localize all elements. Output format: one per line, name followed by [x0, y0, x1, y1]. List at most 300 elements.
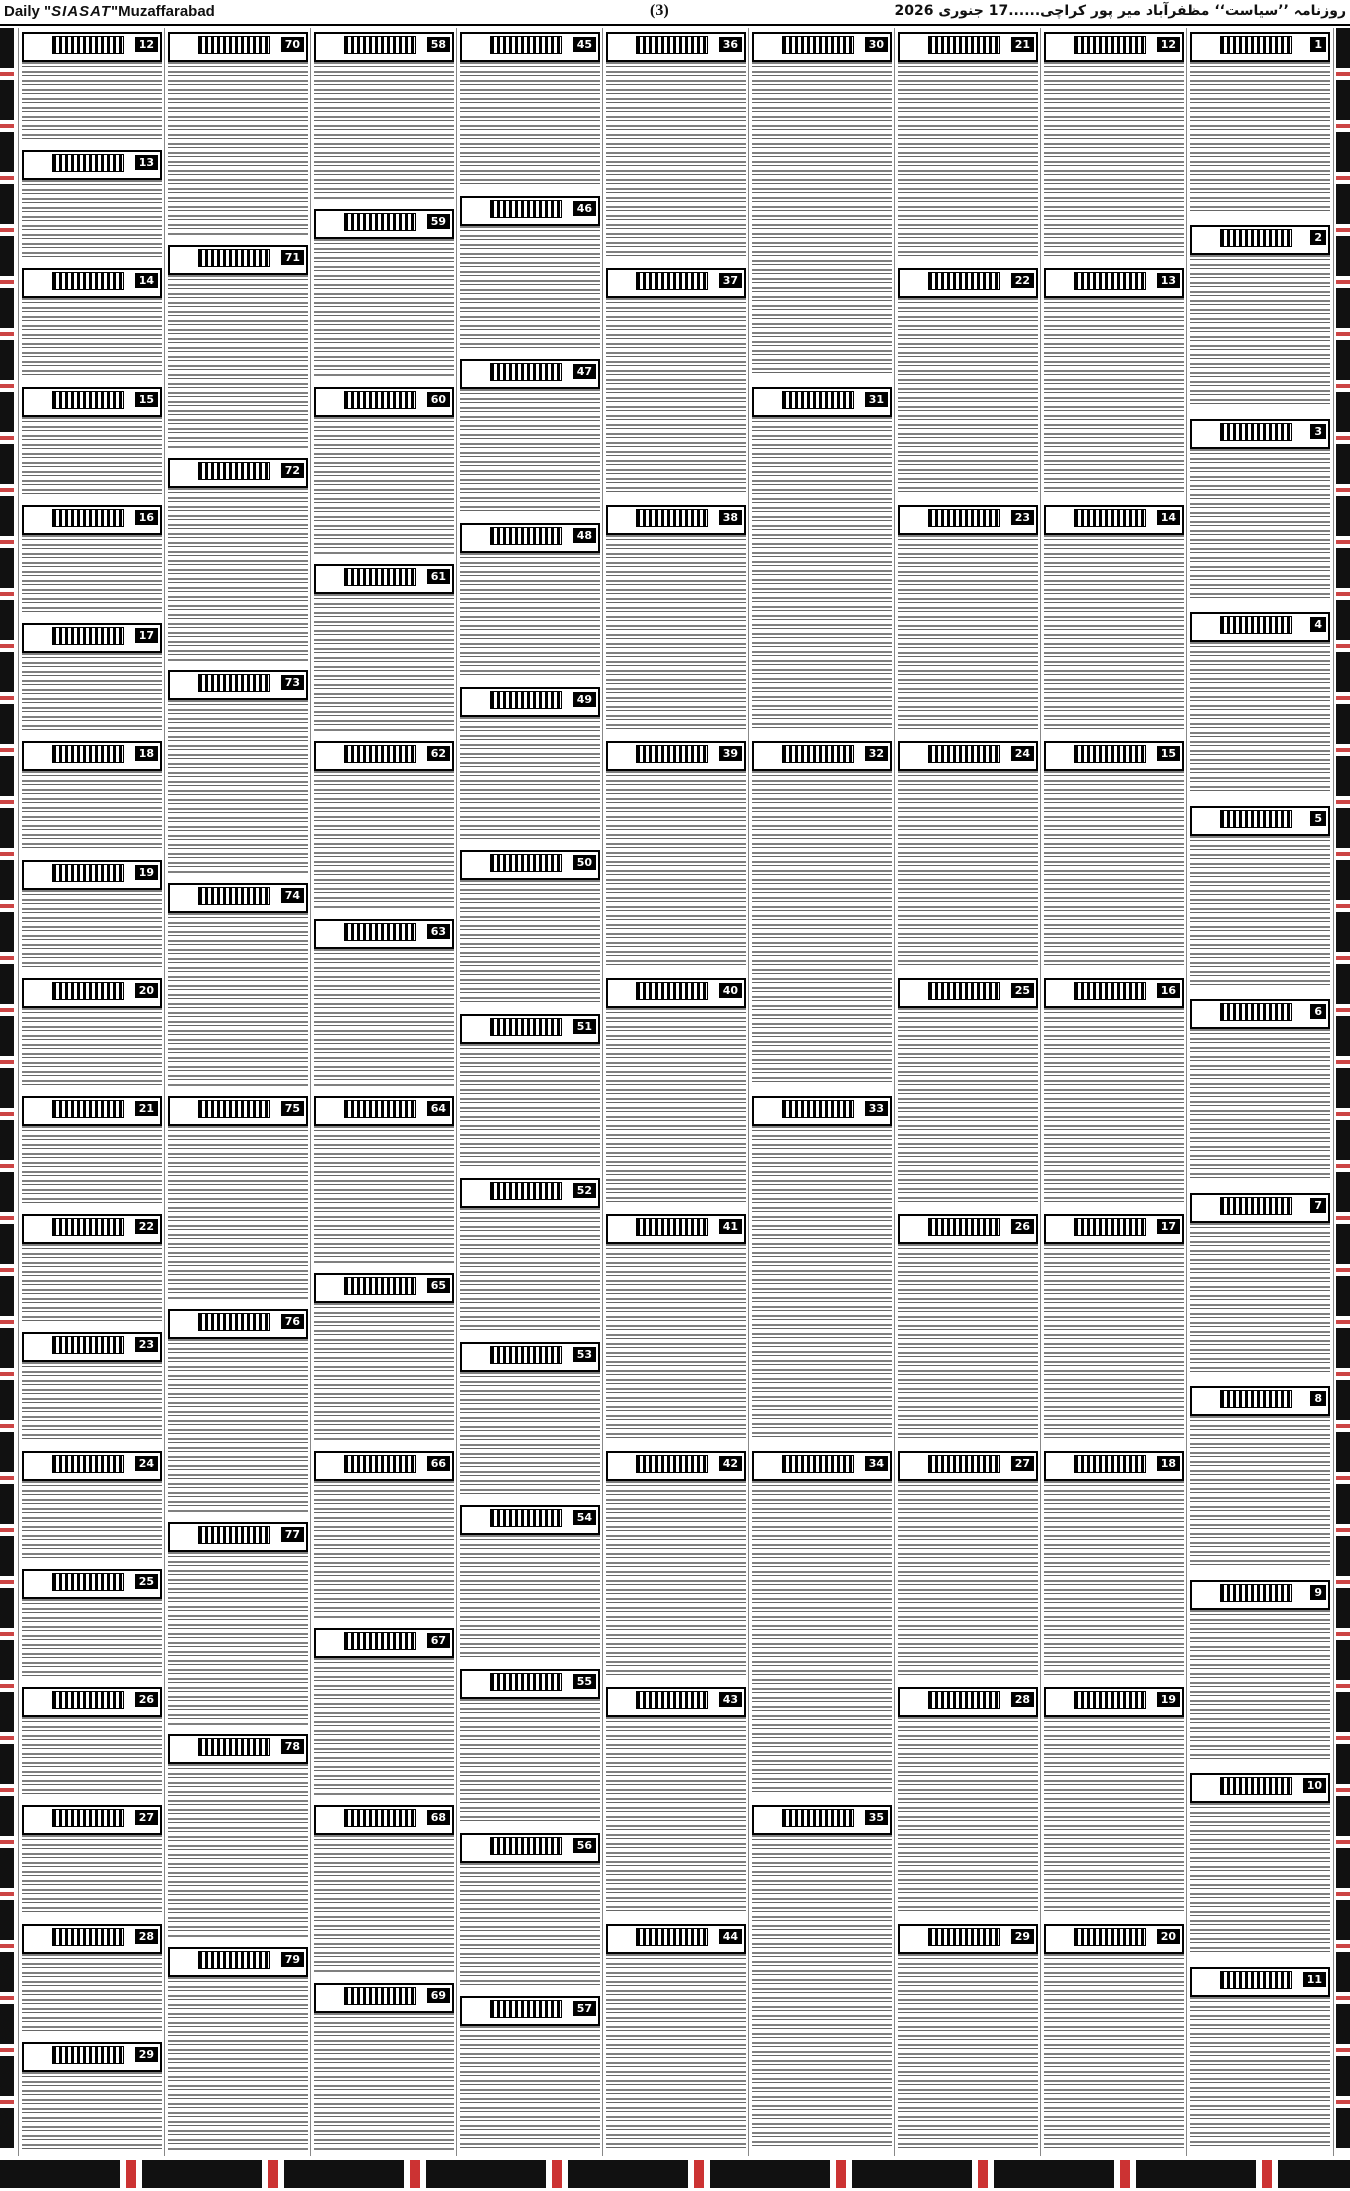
ad-number: 31 — [865, 392, 888, 407]
siasat-logo-icon — [52, 1809, 124, 1827]
siasat-logo-icon — [928, 1218, 1000, 1236]
ad-text-block — [314, 417, 454, 554]
ad-number: 61 — [427, 569, 450, 584]
ad-number: 19 — [1157, 1692, 1180, 1707]
ad-text-block — [1190, 1997, 1330, 2150]
siasat-logo-icon — [490, 854, 562, 872]
siasat-logo-icon — [52, 864, 124, 882]
siasat-logo-icon — [490, 1182, 562, 1200]
ad-header — [168, 32, 308, 62]
siasat-logo-icon — [1074, 745, 1146, 763]
ad-number: 49 — [573, 692, 596, 707]
ad-header — [752, 741, 892, 771]
ad-text-block — [22, 1599, 162, 1677]
ad-text-block — [898, 1008, 1038, 1204]
ad-text-block — [606, 298, 746, 494]
ad-text-block — [752, 1835, 892, 2150]
siasat-logo-icon — [490, 1509, 562, 1527]
ad-text-block — [314, 1303, 454, 1440]
siasat-logo-icon — [490, 1837, 562, 1855]
ad-number: 21 — [1011, 37, 1034, 52]
ad-number: 17 — [135, 628, 158, 643]
ad-number: 6 — [1310, 1004, 1326, 1019]
siasat-logo-icon — [52, 391, 124, 409]
ad-text-block — [1044, 62, 1184, 258]
ad-header — [606, 1214, 746, 1244]
ad-number: 42 — [719, 1456, 742, 1471]
ad-number: 51 — [573, 1019, 596, 1034]
siasat-logo-icon — [1074, 1691, 1146, 1709]
ad-number: 38 — [719, 510, 742, 525]
ad-number: 17 — [1157, 1219, 1180, 1234]
ad-number: 11 — [1303, 1972, 1326, 1987]
ad-header — [752, 1096, 892, 1126]
siasat-logo-icon — [344, 923, 416, 941]
ad-number: 21 — [135, 1101, 158, 1116]
ad-number: 39 — [719, 746, 742, 761]
ad-header — [1044, 1687, 1184, 1717]
ad-header — [752, 32, 892, 62]
ad-header — [1044, 1451, 1184, 1481]
column-1 — [18, 28, 165, 2156]
siasat-logo-icon — [1074, 982, 1146, 1000]
ad-header — [606, 741, 746, 771]
ad-number: 23 — [135, 1337, 158, 1352]
siasat-logo-icon — [1220, 1197, 1292, 1215]
ad-text-block — [460, 2026, 600, 2150]
siasat-logo-icon — [928, 509, 1000, 527]
ad-number: 29 — [135, 2047, 158, 2062]
ad-number: 50 — [573, 855, 596, 870]
bottom-border-strip — [0, 2160, 1350, 2188]
ad-text-block — [314, 62, 454, 199]
siasat-logo-icon — [782, 1809, 854, 1827]
ad-number: 65 — [427, 1278, 450, 1293]
ad-number: 45 — [573, 37, 596, 52]
ad-header — [460, 32, 600, 62]
ad-header — [22, 1096, 162, 1126]
ad-text-block — [22, 890, 162, 968]
ad-text-block — [168, 1977, 308, 2150]
ad-number: 12 — [1157, 37, 1180, 52]
ad-number: 55 — [573, 1674, 596, 1689]
ad-number: 8 — [1310, 1391, 1326, 1406]
siasat-logo-icon — [636, 36, 708, 54]
column-3 — [310, 28, 457, 2156]
ad-text-block — [752, 62, 892, 377]
siasat-logo-icon — [52, 154, 124, 172]
ad-text-block — [898, 62, 1038, 258]
ad-number: 67 — [427, 1633, 450, 1648]
page-number: (3) — [650, 2, 669, 19]
ad-text-block — [752, 1481, 892, 1796]
siasat-logo-icon — [52, 36, 124, 54]
siasat-logo-icon — [198, 887, 270, 905]
ad-header — [22, 1924, 162, 1954]
ad-number: 58 — [427, 37, 450, 52]
masthead — [0, 0, 1350, 26]
ad-header — [460, 1342, 600, 1372]
ad-text-block — [22, 1362, 162, 1440]
ad-number: 15 — [135, 392, 158, 407]
ad-number: 14 — [1157, 510, 1180, 525]
siasat-logo-icon — [928, 1691, 1000, 1709]
siasat-logo-icon — [52, 1336, 124, 1354]
ad-text-block — [606, 62, 746, 258]
siasat-logo-icon — [928, 1928, 1000, 1946]
ad-header — [1044, 505, 1184, 535]
siasat-logo-icon — [636, 272, 708, 290]
ad-header — [606, 268, 746, 298]
siasat-logo-icon — [1220, 36, 1292, 54]
ad-number: 70 — [281, 37, 304, 52]
ad-text-block — [168, 1339, 308, 1512]
ad-header — [460, 1833, 600, 1863]
ad-header — [1190, 1773, 1330, 1803]
ad-number: 24 — [1011, 746, 1034, 761]
siasat-logo-icon — [1220, 1777, 1292, 1795]
newspaper-columns — [18, 28, 1332, 2156]
siasat-logo-icon — [636, 1455, 708, 1473]
ad-number: 41 — [719, 1219, 742, 1234]
ad-text-block — [898, 1244, 1038, 1440]
ad-header — [168, 670, 308, 700]
siasat-logo-icon — [198, 1738, 270, 1756]
ad-number: 13 — [1157, 273, 1180, 288]
siasat-logo-icon — [490, 1673, 562, 1691]
ad-text-block — [314, 1835, 454, 1972]
ad-text-block — [168, 1764, 308, 1937]
masthead-prefix: Daily " — [4, 3, 52, 20]
ad-number: 3 — [1310, 424, 1326, 439]
siasat-logo-icon — [52, 2046, 124, 2064]
ad-header — [22, 1805, 162, 1835]
ad-text-block — [168, 1126, 308, 1299]
siasat-logo-icon — [1074, 1218, 1146, 1236]
left-border-strip — [0, 28, 14, 2152]
ad-text-block — [752, 771, 892, 1086]
ad-number: 28 — [135, 1929, 158, 1944]
ad-number: 57 — [573, 2001, 596, 2016]
ad-header — [22, 1214, 162, 1244]
siasat-logo-icon — [928, 272, 1000, 290]
siasat-logo-icon — [344, 1632, 416, 1650]
siasat-logo-icon — [344, 391, 416, 409]
siasat-logo-icon — [1220, 616, 1292, 634]
siasat-logo-icon — [1074, 509, 1146, 527]
ad-header — [1044, 741, 1184, 771]
siasat-logo-icon — [490, 200, 562, 218]
ad-header — [22, 1687, 162, 1717]
column-7 — [894, 28, 1041, 2156]
ad-text-block — [1044, 1717, 1184, 1913]
ad-header — [22, 2042, 162, 2072]
ad-header — [1044, 1214, 1184, 1244]
ad-header — [898, 1687, 1038, 1717]
ad-number: 66 — [427, 1456, 450, 1471]
ad-number: 27 — [1011, 1456, 1034, 1471]
ad-number: 62 — [427, 746, 450, 761]
ad-text-block — [314, 239, 454, 376]
siasat-logo-icon — [490, 527, 562, 545]
siasat-logo-icon — [344, 745, 416, 763]
siasat-logo-icon — [344, 36, 416, 54]
ad-number: 69 — [427, 1988, 450, 2003]
ad-header — [752, 387, 892, 417]
ad-text-block — [606, 1008, 746, 1204]
siasat-logo-icon — [344, 1277, 416, 1295]
ad-header — [314, 1628, 454, 1658]
ad-text-block — [898, 298, 1038, 494]
siasat-logo-icon — [52, 1691, 124, 1709]
ad-text-block — [314, 1658, 454, 1795]
ad-text-block — [314, 949, 454, 1086]
ad-header — [606, 978, 746, 1008]
ad-text-block — [1190, 1610, 1330, 1763]
ad-header — [460, 1014, 600, 1044]
siasat-logo-icon — [636, 1928, 708, 1946]
ad-text-block — [1044, 535, 1184, 731]
ad-text-block — [22, 298, 162, 376]
ad-number: 18 — [1157, 1456, 1180, 1471]
ad-text-block — [1190, 642, 1330, 795]
ad-text-block — [460, 1535, 600, 1659]
siasat-logo-icon — [782, 1455, 854, 1473]
siasat-logo-icon — [344, 1455, 416, 1473]
ad-text-block — [168, 275, 308, 448]
ad-header — [314, 1805, 454, 1835]
siasat-logo-icon — [636, 745, 708, 763]
siasat-logo-icon — [636, 982, 708, 1000]
siasat-logo-icon — [344, 213, 416, 231]
ad-number: 47 — [573, 364, 596, 379]
ad-text-block — [1190, 836, 1330, 989]
ad-text-block — [460, 1208, 600, 1332]
siasat-logo-icon — [490, 1018, 562, 1036]
siasat-logo-icon — [1074, 36, 1146, 54]
ad-header — [606, 1924, 746, 1954]
ad-text-block — [22, 1954, 162, 2032]
siasat-logo-icon — [928, 1455, 1000, 1473]
ad-header — [1190, 1580, 1330, 1610]
ad-header — [314, 1983, 454, 2013]
siasat-logo-icon — [198, 674, 270, 692]
siasat-logo-icon — [52, 1218, 124, 1236]
ad-text-block — [22, 2072, 162, 2150]
ad-header — [168, 1947, 308, 1977]
siasat-logo-icon — [490, 36, 562, 54]
ad-text-block — [460, 1863, 600, 1987]
ad-number: 54 — [573, 1510, 596, 1525]
ad-number: 14 — [135, 273, 158, 288]
ad-header — [314, 1096, 454, 1126]
ad-number: 48 — [573, 528, 596, 543]
ad-number: 7 — [1310, 1198, 1326, 1213]
ad-text-block — [1190, 62, 1330, 215]
ad-text-block — [460, 226, 600, 350]
ad-number: 46 — [573, 201, 596, 216]
ad-text-block — [898, 535, 1038, 731]
ad-header — [606, 1687, 746, 1717]
ad-header — [898, 32, 1038, 62]
ad-header — [1044, 1924, 1184, 1954]
ad-header — [1190, 32, 1330, 62]
siasat-logo-icon — [52, 1928, 124, 1946]
ad-header — [1190, 225, 1330, 255]
siasat-logo-icon — [198, 462, 270, 480]
ad-number: 53 — [573, 1347, 596, 1362]
ad-header — [898, 268, 1038, 298]
ad-text-block — [22, 1008, 162, 1086]
ad-number: 5 — [1310, 811, 1326, 826]
ad-number: 19 — [135, 865, 158, 880]
siasat-logo-icon — [636, 1691, 708, 1709]
ad-text-block — [168, 62, 308, 235]
ad-header — [314, 741, 454, 771]
ad-header — [1190, 1967, 1330, 1997]
ad-number: 78 — [281, 1739, 304, 1754]
ad-header — [22, 268, 162, 298]
ad-header — [606, 505, 746, 535]
siasat-logo-icon — [198, 1526, 270, 1544]
ad-number: 24 — [135, 1456, 158, 1471]
ad-number: 20 — [1157, 1929, 1180, 1944]
column-8 — [1040, 28, 1187, 2156]
ad-number: 36 — [719, 37, 742, 52]
ad-header — [898, 1924, 1038, 1954]
ad-number: 16 — [135, 510, 158, 525]
siasat-logo-icon — [782, 36, 854, 54]
ad-text-block — [460, 1372, 600, 1496]
ad-text-block — [22, 417, 162, 495]
siasat-logo-icon — [782, 1100, 854, 1118]
ad-number: 77 — [281, 1527, 304, 1542]
siasat-logo-icon — [198, 1951, 270, 1969]
ad-header — [898, 505, 1038, 535]
siasat-logo-icon — [344, 1100, 416, 1118]
ad-text-block — [460, 1699, 600, 1823]
ad-number: 4 — [1310, 617, 1326, 632]
ad-number: 18 — [135, 746, 158, 761]
ad-number: 73 — [281, 675, 304, 690]
siasat-logo-icon — [928, 36, 1000, 54]
ad-header — [168, 1734, 308, 1764]
ad-number: 13 — [135, 155, 158, 170]
ad-text-block — [22, 1126, 162, 1204]
ad-text-block — [898, 771, 1038, 967]
siasat-logo-icon — [1074, 272, 1146, 290]
ad-text-block — [314, 771, 454, 908]
ad-number: 2 — [1310, 230, 1326, 245]
ad-number: 28 — [1011, 1692, 1034, 1707]
ad-header — [460, 196, 600, 226]
ad-text-block — [22, 1717, 162, 1795]
siasat-logo-icon — [1220, 810, 1292, 828]
ad-text-block — [168, 913, 308, 1086]
ad-header — [460, 523, 600, 553]
ad-header — [752, 1805, 892, 1835]
ad-number: 25 — [1011, 983, 1034, 998]
ad-text-block — [898, 1481, 1038, 1677]
ad-header — [460, 1505, 600, 1535]
siasat-logo-icon — [1220, 423, 1292, 441]
ad-header — [1190, 612, 1330, 642]
ad-text-block — [460, 553, 600, 677]
ad-number: 60 — [427, 392, 450, 407]
ad-text-block — [22, 1481, 162, 1559]
siasat-logo-icon — [928, 982, 1000, 1000]
ad-number: 12 — [135, 37, 158, 52]
ad-header — [168, 1522, 308, 1552]
siasat-logo-icon — [198, 36, 270, 54]
ad-header — [168, 1309, 308, 1339]
ad-header — [22, 623, 162, 653]
ad-text-block — [22, 535, 162, 613]
ad-text-block — [22, 1835, 162, 1913]
siasat-logo-icon — [52, 627, 124, 645]
ad-number: 68 — [427, 1810, 450, 1825]
siasat-logo-icon — [1220, 1390, 1292, 1408]
ad-text-block — [22, 180, 162, 258]
ad-text-block — [1044, 298, 1184, 494]
siasat-logo-icon — [198, 1313, 270, 1331]
ad-header — [314, 564, 454, 594]
ad-number: 1 — [1310, 37, 1326, 52]
ad-header — [22, 1451, 162, 1481]
ad-number: 34 — [865, 1456, 888, 1471]
ad-header — [22, 32, 162, 62]
ad-number: 37 — [719, 273, 742, 288]
ad-number: 22 — [1011, 273, 1034, 288]
siasat-logo-icon — [52, 1455, 124, 1473]
ad-number: 16 — [1157, 983, 1180, 998]
ad-text-block — [460, 62, 600, 186]
siasat-logo-icon — [198, 249, 270, 267]
siasat-logo-icon — [782, 745, 854, 763]
ad-number: 25 — [135, 1574, 158, 1589]
ad-header — [460, 1669, 600, 1699]
siasat-logo-icon — [52, 1100, 124, 1118]
ad-header — [460, 359, 600, 389]
siasat-logo-icon — [1220, 1584, 1292, 1602]
ad-header — [1044, 978, 1184, 1008]
ad-text-block — [752, 1126, 892, 1441]
ad-number: 26 — [1011, 1219, 1034, 1234]
siasat-logo-icon — [490, 2000, 562, 2018]
ad-number: 35 — [865, 1810, 888, 1825]
ad-text-block — [22, 1244, 162, 1322]
ad-text-block — [314, 2013, 454, 2150]
ad-header — [752, 1451, 892, 1481]
siasat-logo-icon — [490, 691, 562, 709]
ad-number: 64 — [427, 1101, 450, 1116]
ad-header — [22, 1569, 162, 1599]
ad-text-block — [606, 535, 746, 731]
ad-header — [898, 1214, 1038, 1244]
ad-header — [314, 387, 454, 417]
ad-header — [22, 387, 162, 417]
ad-header — [1190, 806, 1330, 836]
ad-text-block — [22, 62, 162, 140]
ad-text-block — [1044, 771, 1184, 967]
ad-header — [314, 32, 454, 62]
ad-number: 32 — [865, 746, 888, 761]
ad-text-block — [606, 1244, 746, 1440]
ad-header — [314, 1451, 454, 1481]
ad-text-block — [314, 594, 454, 731]
ad-number: 27 — [135, 1810, 158, 1825]
siasat-logo-icon — [52, 272, 124, 290]
